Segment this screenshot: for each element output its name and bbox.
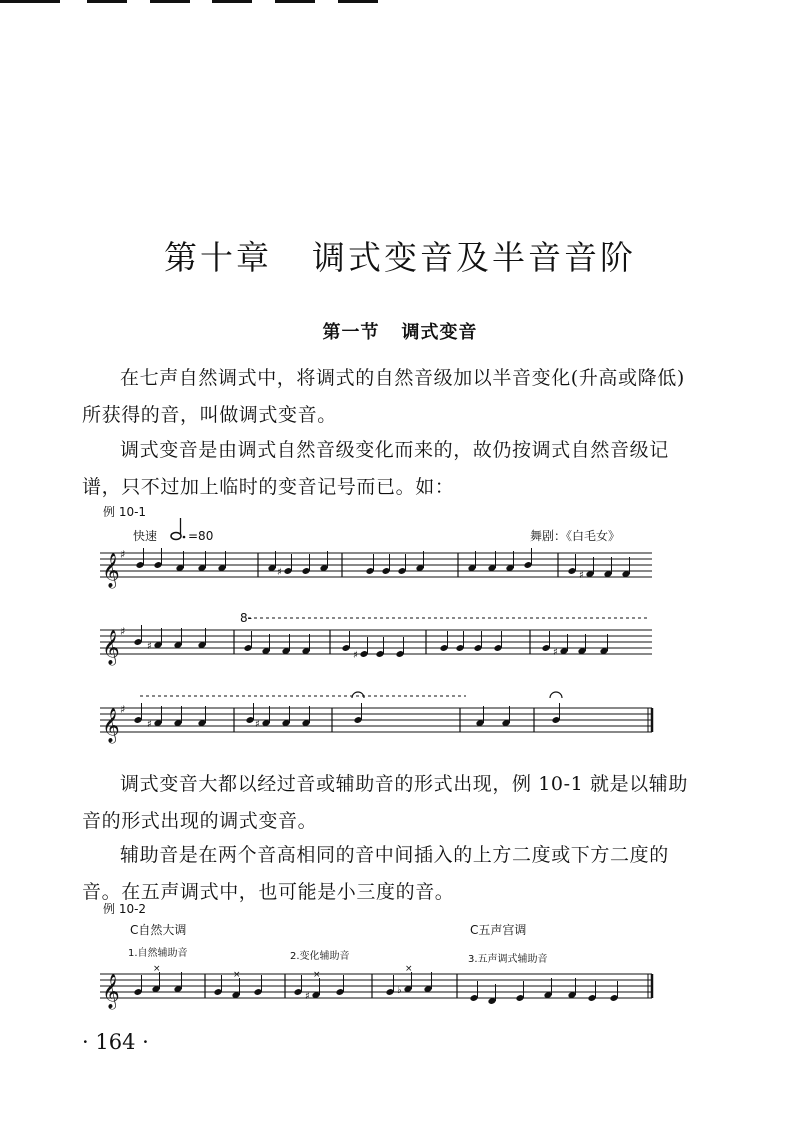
example-label: 例 10-2 xyxy=(103,902,147,916)
staff-3 xyxy=(100,700,660,744)
accidental-icon: ♯ xyxy=(147,641,152,652)
staff-4 xyxy=(100,966,660,1010)
fermata-icon xyxy=(550,692,562,698)
accidental-icon: ♯ xyxy=(553,647,558,658)
chapter-heading xyxy=(0,232,800,279)
accidental-icon: ♯ xyxy=(255,719,260,730)
chapter-title: 调式变音及半音音阶 xyxy=(312,238,636,277)
accidental-icon: ♯ xyxy=(277,567,282,578)
tempo-value: =80 xyxy=(188,529,214,543)
source-title: 舞剧：《白毛女》 xyxy=(530,529,621,543)
auxiliary-mark-icon: × xyxy=(153,964,161,974)
paragraph-1: 在七声自然调式中，将调式的自然音级加以半音变化(升高或降低)所获得的音，叫做调式变音。 xyxy=(82,367,685,426)
scale-natural: C自然大调 xyxy=(130,923,187,937)
page-number: · 164 · xyxy=(82,1030,149,1054)
treble-clef-icon: 𝄞 xyxy=(102,974,120,1009)
paragraph-3: 调式变音大都以经过音或辅助音的形式出现，例 10-1 就是以辅助音的形式出现的调式变音。 xyxy=(82,773,688,832)
paragraph-2: 调式变音是由调式自然音级变化而来的，故仍按调式自然音级记谱，只不过加上临时的变音记号而已。如： xyxy=(82,439,669,498)
accidental-icon: ♯ xyxy=(305,991,310,1002)
treble-clef-icon: 𝄞 xyxy=(102,553,120,588)
key-sharp-icon: ♯ xyxy=(120,548,126,561)
item-label: 3.五声调式辅助音 xyxy=(468,954,548,965)
auxiliary-mark-icon: × xyxy=(405,964,413,974)
dotted-half-note-icon xyxy=(170,518,184,542)
top-rule xyxy=(338,0,378,3)
scale-pentatonic: C五声宫调 xyxy=(470,923,527,937)
auxiliary-mark-icon: × xyxy=(313,970,321,980)
accidental-icon: ♯ xyxy=(579,570,584,581)
top-rule xyxy=(212,0,252,3)
item-label: 1.自然辅助音 xyxy=(128,948,188,959)
treble-clef-icon: 𝄞 xyxy=(102,708,120,743)
top-rule xyxy=(150,0,190,3)
key-sharp-icon: ♯ xyxy=(120,625,126,638)
section-title: 调式变音 xyxy=(401,322,478,343)
tempo-word: 快速 xyxy=(133,529,158,543)
chapter-number: 第十章 xyxy=(164,238,272,277)
auxiliary-mark-icon: × xyxy=(233,970,241,980)
item-label: 2.变化辅助音 xyxy=(290,951,350,962)
example-label: 例 10-1 xyxy=(103,505,147,519)
accidental-icon: ♯ xyxy=(147,719,152,730)
paragraph-4: 辅助音是在两个音高相同的音中间插入的上方二度或下方二度的音。在五声调式中，也可能是小三度的音。 xyxy=(82,844,669,903)
fermata-icon xyxy=(352,692,364,698)
top-rule xyxy=(87,0,127,3)
top-rule xyxy=(275,0,315,3)
treble-clef-icon: 𝄞 xyxy=(102,630,120,665)
staff-1 xyxy=(100,545,660,588)
section-heading xyxy=(0,318,800,344)
accidental-icon: ♯ xyxy=(353,650,358,661)
accidental-icon: ♭ xyxy=(397,985,402,996)
staff-2 xyxy=(100,622,660,666)
section-number: 第一节 xyxy=(322,322,380,343)
ottava-mark: 8- xyxy=(240,611,252,625)
key-sharp-icon: ♯ xyxy=(120,703,126,716)
top-rule xyxy=(0,0,60,3)
